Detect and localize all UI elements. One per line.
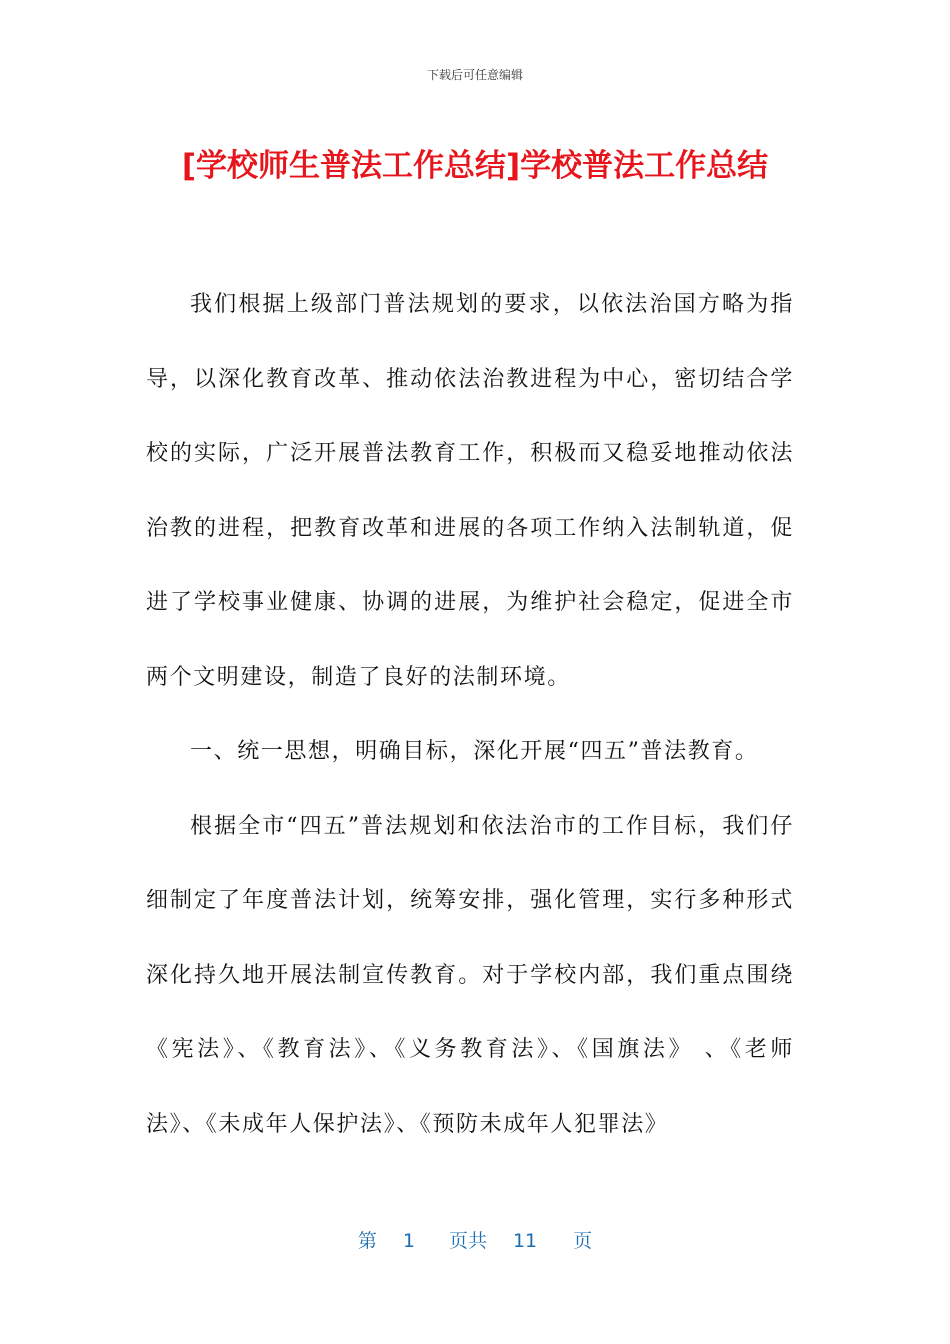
paragraph-section-heading: 一、统一思想，明确目标，深化开展“四五”普法教育。 xyxy=(190,739,759,764)
page-footer xyxy=(0,1226,950,1253)
paragraph-section-body: 根据全市“四五”普法规划和依法治市的工作目标，我们仔细制定了年度普法计划，统筹安排，强化管理，实行多种形式深化持久地开展法制宣传教育。对于学校内部，我们重点围绕《宪法》、《教育法》、《义务教育法》、《国旗法》 、《老师法》、《未成年人保护法》、《预防未成年人犯罪法》 xyxy=(146,813,794,1137)
footer-prefix: 第 xyxy=(357,1230,377,1252)
paragraph-intro: 我们根据上级部门普法规划的要求，以依法治国方略为指导，以深化教育改革、推动依法治教进程为中心，密切结合学校的实际，广泛开展普法教育工作，积极而又稳妥地推动依法治教的进程，把教育改革和进展的各项工作纳入法制轨道，促进了学校事业健康、协调的进展，为维护社会稳定，促进全市两个文明建设，制造了良好的法制环境。 xyxy=(146,292,794,690)
page-header-note: 下载后可任意编辑 xyxy=(426,68,523,82)
footer-middle: 页共 xyxy=(448,1230,487,1252)
footer-current-page: 1 xyxy=(402,1230,415,1252)
document-title: [学校师生普法工作总结]学校普法工作总结 xyxy=(181,148,769,184)
footer-total-pages: 11 xyxy=(512,1230,538,1252)
document-body xyxy=(146,268,794,1162)
footer-suffix: 页 xyxy=(573,1230,593,1252)
